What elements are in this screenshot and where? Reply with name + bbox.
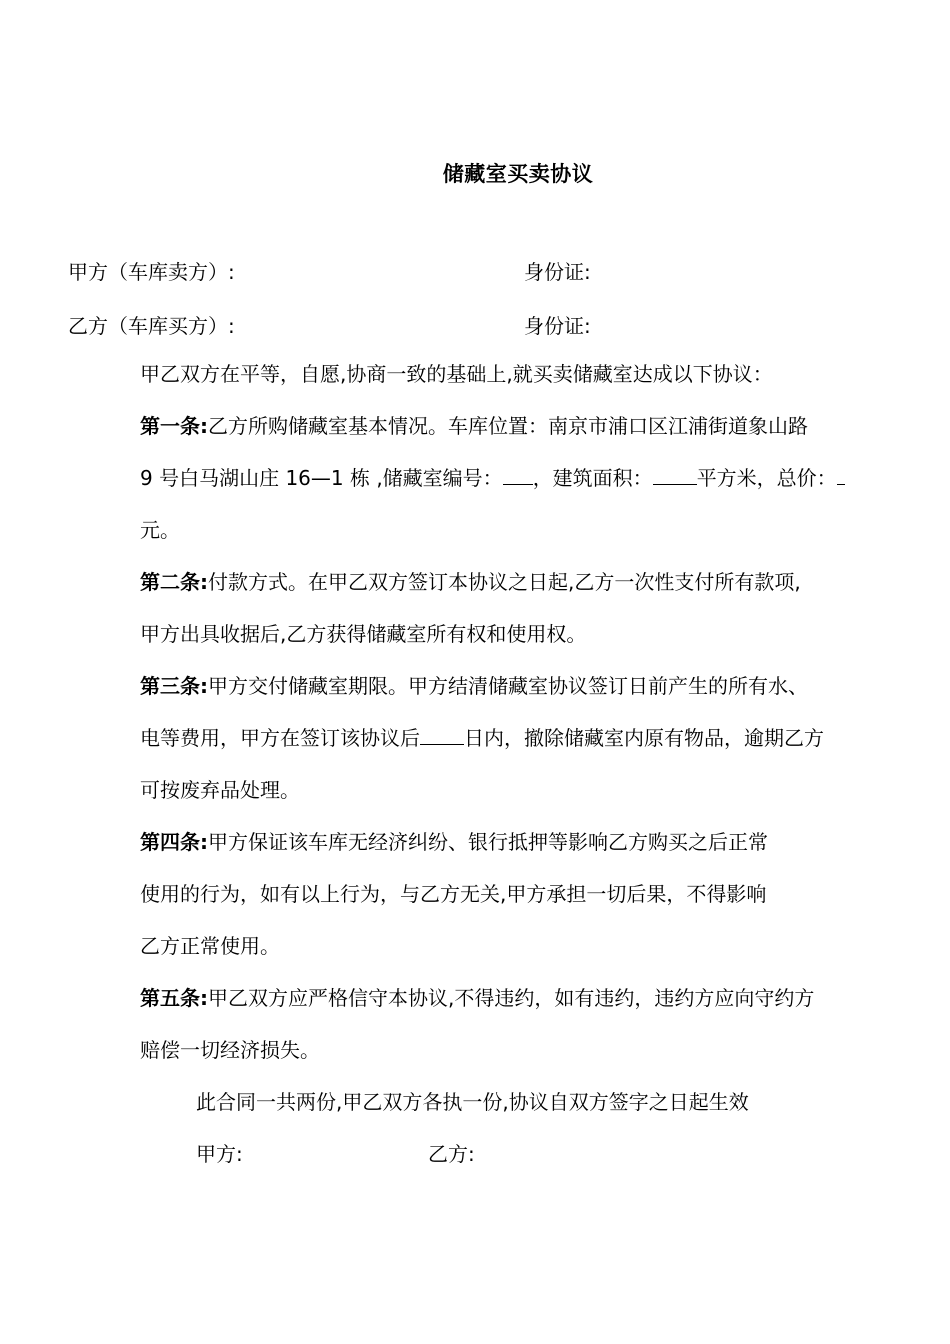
article-5-heading: 第五条: xyxy=(140,986,208,1010)
article-4-line-1 xyxy=(140,828,768,856)
party-a-line xyxy=(68,256,591,285)
article-1-line-3: 元。 xyxy=(140,518,180,542)
article-4-line-2: 使用的行为，如有以上行为，与乙方无关,甲方承担一切后果，不得影响 xyxy=(140,882,767,906)
intro-paragraph: 甲乙双方在平等，自愿,协商一致的基础上,就买卖储藏室达成以下协议： xyxy=(140,362,773,386)
article-4-text-1: 甲方保证该车库无经济纠纷、银行抵押等影响乙方购买之后正常 xyxy=(208,830,768,854)
article-4-heading: 第四条: xyxy=(140,830,208,854)
article-1-heading: 第一条: xyxy=(140,414,208,438)
signature-party-b: 乙方: xyxy=(428,1142,475,1166)
days-blank xyxy=(420,724,464,745)
article-3-heading: 第三条: xyxy=(140,674,208,698)
document-title: 储藏室买卖协议 xyxy=(442,162,594,186)
article-1-line-2 xyxy=(140,464,845,492)
party-b-line xyxy=(68,310,591,339)
article-1-text-2b: ，建筑面积： xyxy=(532,466,653,490)
article-1-text-2c: 平方米，总价： xyxy=(696,466,837,490)
article-1-text-2a: 9 号白马湖山庄 16—1 栋 ,储藏室编号： xyxy=(140,466,503,490)
party-b-label: 乙方（车库买方）: xyxy=(68,314,235,338)
price-blank xyxy=(837,464,845,485)
article-3-line-2 xyxy=(140,724,824,752)
article-4-line-3: 乙方正常使用。 xyxy=(140,934,280,958)
area-blank xyxy=(653,464,697,485)
party-a-id-label: 身份证: xyxy=(524,260,591,284)
article-5-line-1 xyxy=(140,984,814,1012)
article-3-text-2b: 日内，撤除储藏室内原有物品，逾期乙方 xyxy=(464,726,824,750)
article-2-line-2: 甲方出具收据后,乙方获得储藏室所有权和使用权。 xyxy=(140,622,587,646)
party-a-label: 甲方（车库卖方）: xyxy=(68,260,235,284)
article-3-text-2a: 电等费用，甲方在签订该协议后 xyxy=(140,726,420,750)
article-1-line-1 xyxy=(140,412,808,440)
article-3-line-1 xyxy=(140,672,808,700)
closing-statement: 此合同一共两份,甲乙双方各执一份,协议自双方签字之日起生效 xyxy=(196,1090,749,1114)
article-2-heading: 第二条: xyxy=(140,570,208,594)
article-3-text-1: 甲方交付储藏室期限。甲方结清储藏室协议签订日前产生的所有水、 xyxy=(208,674,808,698)
article-3-line-3: 可按废弃品处理。 xyxy=(140,778,300,802)
article-5-line-2: 赔偿一切经济损失。 xyxy=(140,1038,320,1062)
room-number-blank xyxy=(503,464,533,485)
article-1-text-1: 乙方所购储藏室基本情况。车库位置：南京市浦口区江浦街道象山路 xyxy=(208,414,808,438)
article-2-text-1: 付款方式。在甲乙双方签订本协议之日起,乙方一次性支付所有款项, xyxy=(208,570,801,594)
party-b-id-label: 身份证: xyxy=(524,314,591,338)
article-5-text-1: 甲乙双方应严格信守本协议,不得违约，如有违约，违约方应向守约方 xyxy=(208,986,815,1010)
signature-party-a: 甲方: xyxy=(196,1142,243,1166)
article-2-line-1 xyxy=(140,568,801,596)
